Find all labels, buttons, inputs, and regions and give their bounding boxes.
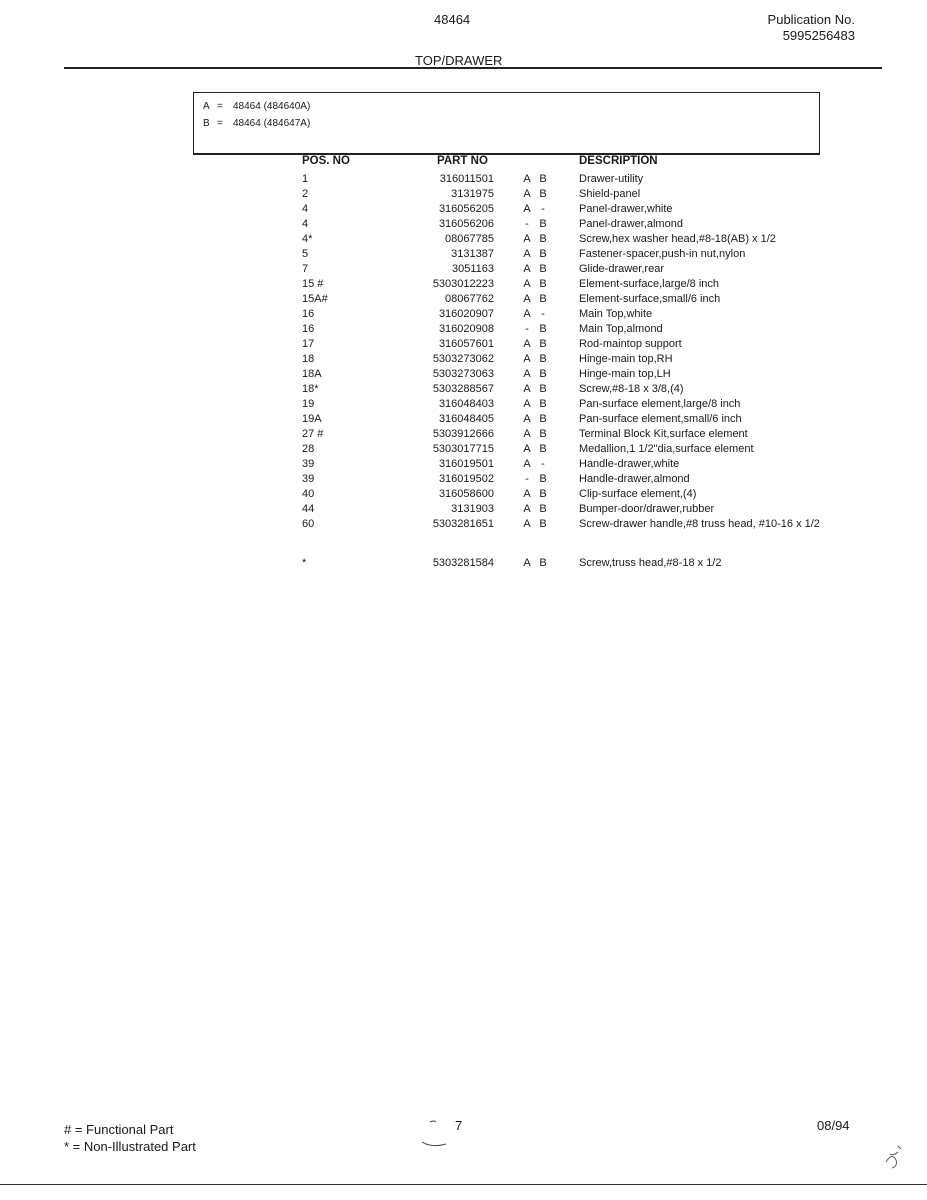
part-description: Element-surface,small/6 inch xyxy=(579,293,721,305)
part-position: 39 xyxy=(302,458,315,470)
part-number: 316020907 xyxy=(438,308,494,320)
publication-block xyxy=(768,12,855,44)
part-number: 5303273063 xyxy=(432,368,494,380)
model-b-flag: B xyxy=(539,413,547,425)
publication-label: Publication No. xyxy=(767,12,855,27)
part-position: 18 xyxy=(302,353,315,365)
part-number: 5303288567 xyxy=(432,383,494,395)
part-number: 316056205 xyxy=(438,203,494,215)
part-position: 28 xyxy=(302,443,315,455)
part-description: Main Top,white xyxy=(579,308,653,320)
model-key-equals: = xyxy=(217,118,223,129)
column-header-pos: POS. NO xyxy=(302,155,350,167)
part-number: 5303017715 xyxy=(432,443,494,455)
part-row xyxy=(0,337,927,352)
model-b-flag: B xyxy=(539,518,547,530)
model-b-flag: B xyxy=(539,443,547,455)
part-number: 316057601 xyxy=(438,338,494,350)
part-row xyxy=(0,187,927,202)
part-number: 5303273062 xyxy=(432,353,494,365)
part-description: Handle-drawer,white xyxy=(579,458,680,470)
part-row xyxy=(0,382,927,397)
model-a-flag: A xyxy=(523,458,531,470)
part-number: 5303281651 xyxy=(432,518,494,530)
model-a-flag: A xyxy=(523,203,531,215)
part-number: 08067762 xyxy=(445,293,494,305)
model-a-flag: A xyxy=(523,557,531,569)
part-row xyxy=(0,202,927,217)
part-row xyxy=(0,277,927,292)
model-b-flag: B xyxy=(539,368,547,380)
model-key-value: 48464 (484640A) xyxy=(233,101,311,112)
model-a-flag: A xyxy=(523,518,531,530)
part-number: 316056206 xyxy=(438,218,494,230)
part-description: Screw-drawer handle,#8 truss head, #10-16 x 1/2 xyxy=(579,518,820,530)
part-number: 316058600 xyxy=(438,488,494,500)
model-b-flag: B xyxy=(539,338,547,350)
part-row xyxy=(0,442,927,457)
part-number: 316019502 xyxy=(438,473,494,485)
section-title: TOP/DRAWER xyxy=(415,53,503,68)
model-a-flag: A xyxy=(523,263,531,275)
page-scribble-mark xyxy=(416,1118,456,1154)
part-position: 15 # xyxy=(302,278,324,290)
publication-number: 5995256483 xyxy=(782,28,855,43)
part-description: Fastener-spacer,push-in nut,nylon xyxy=(579,248,746,260)
part-number: 3051163 xyxy=(451,263,494,275)
part-description: Terminal Block Kit,surface element xyxy=(579,428,748,440)
model-a-flag: A xyxy=(523,188,531,200)
model-key-a xyxy=(203,101,310,112)
model-b-flag: - xyxy=(541,458,545,470)
part-description: Clip-surface element,(4) xyxy=(579,488,697,500)
part-position: 18* xyxy=(302,383,319,395)
model-key-box xyxy=(193,92,820,155)
part-position: 1 xyxy=(302,173,309,185)
model-a-flag: A xyxy=(523,353,531,365)
part-description: Shield-panel xyxy=(579,188,641,200)
part-position: 17 xyxy=(302,338,315,350)
model-b-flag: B xyxy=(539,353,547,365)
parts-list xyxy=(0,172,927,571)
model-b-flag: B xyxy=(539,278,547,290)
part-position: 2 xyxy=(302,188,309,200)
model-b-flag: B xyxy=(539,428,547,440)
part-description: Screw,truss head,#8-18 x 1/2 xyxy=(579,557,722,569)
part-description: Drawer-utility xyxy=(579,173,644,185)
part-row xyxy=(0,247,927,262)
model-b-flag: B xyxy=(539,218,547,230)
column-header-description: DESCRIPTION xyxy=(579,155,658,167)
model-a-flag: A xyxy=(523,488,531,500)
part-number: 3131975 xyxy=(451,188,494,200)
model-b-flag: B xyxy=(539,503,547,515)
model-key-letter: A xyxy=(203,101,210,112)
part-description: Pan-surface element,small/6 inch xyxy=(579,413,742,425)
part-description: Hinge-main top,RH xyxy=(579,353,673,365)
part-description: Glide-drawer,rear xyxy=(579,263,664,275)
model-b-flag: B xyxy=(539,293,547,305)
part-position: 19A xyxy=(302,413,322,425)
part-position: 40 xyxy=(302,488,315,500)
model-b-flag: - xyxy=(541,308,545,320)
part-number: 3131387 xyxy=(451,248,494,260)
model-a-flag: A xyxy=(523,233,531,245)
model-b-flag: B xyxy=(539,173,547,185)
part-position: 39 xyxy=(302,473,315,485)
part-position: 18A xyxy=(302,368,322,380)
part-row xyxy=(0,502,927,517)
model-a-flag: A xyxy=(523,413,531,425)
legend-functional: # = Functional Part xyxy=(64,1122,174,1137)
legend-non-illustrated: * = Non-Illustrated Part xyxy=(64,1139,196,1154)
part-number: 5303012223 xyxy=(432,278,494,290)
column-header-part: PART NO xyxy=(437,155,488,167)
model-a-flag: A xyxy=(523,173,531,185)
part-position: 16 xyxy=(302,308,315,320)
part-position: * xyxy=(302,557,307,569)
part-number: 08067785 xyxy=(445,233,494,245)
model-b-flag: B xyxy=(539,248,547,260)
model-key-value: 48464 (484647A) xyxy=(233,118,311,129)
part-row xyxy=(0,487,927,502)
model-b-flag: B xyxy=(539,188,547,200)
part-row xyxy=(0,397,927,412)
part-row xyxy=(0,367,927,382)
part-description: Element-surface,large/8 inch xyxy=(579,278,720,290)
part-row xyxy=(0,232,927,247)
part-description: Screw,hex washer head,#8-18(AB) x 1/2 xyxy=(579,233,776,245)
model-key-b xyxy=(203,118,310,129)
part-position: 5 xyxy=(302,248,309,260)
part-row xyxy=(0,412,927,427)
part-number: 316020908 xyxy=(438,323,494,335)
model-a-flag: - xyxy=(525,323,529,335)
part-row xyxy=(0,217,927,232)
part-row xyxy=(0,472,927,487)
part-description: Screw,#8-18 x 3/8,(4) xyxy=(579,383,684,395)
model-b-flag: B xyxy=(539,263,547,275)
part-row xyxy=(0,262,927,277)
model-a-flag: - xyxy=(525,218,529,230)
part-description: Pan-surface element,large/8 inch xyxy=(579,398,741,410)
model-a-flag: A xyxy=(523,308,531,320)
part-row xyxy=(0,352,927,367)
model-key-equals: = xyxy=(217,101,223,112)
part-number: 316011501 xyxy=(439,173,494,185)
model-b-flag: B xyxy=(539,233,547,245)
part-position: 27 # xyxy=(302,428,324,440)
model-a-flag: A xyxy=(523,443,531,455)
model-a-flag: A xyxy=(523,293,531,305)
part-row xyxy=(0,427,927,442)
model-a-flag: A xyxy=(523,248,531,260)
model-b-flag: B xyxy=(539,557,547,569)
model-a-flag: A xyxy=(523,368,531,380)
model-b-flag: B xyxy=(539,383,547,395)
part-row xyxy=(0,322,927,337)
model-a-flag: A xyxy=(523,398,531,410)
model-a-flag: A xyxy=(523,503,531,515)
part-row xyxy=(0,517,927,547)
corner-scribble-mark xyxy=(880,1140,910,1172)
part-position: 44 xyxy=(302,503,315,515)
part-number: 5303281584 xyxy=(432,557,494,569)
part-row xyxy=(0,556,927,571)
model-key-letter: B xyxy=(203,118,210,129)
part-row xyxy=(0,457,927,472)
part-description: Panel-drawer,white xyxy=(579,203,673,215)
revision-date: 08/94 xyxy=(817,1118,850,1133)
part-position: 15A# xyxy=(302,293,328,305)
part-row xyxy=(0,172,927,187)
model-b-flag: B xyxy=(539,398,547,410)
part-position: 4* xyxy=(302,233,313,245)
part-row xyxy=(0,307,927,322)
part-description: Main Top,almond xyxy=(579,323,663,335)
part-description: Rod-maintop support xyxy=(579,338,682,350)
part-description: Handle-drawer,almond xyxy=(579,473,690,485)
model-b-flag: B xyxy=(539,323,547,335)
part-number: 5303912666 xyxy=(432,428,494,440)
part-description: Panel-drawer,almond xyxy=(579,218,683,230)
page-number: 7 xyxy=(455,1118,463,1133)
part-position: 16 xyxy=(302,323,315,335)
model-a-flag: - xyxy=(525,473,529,485)
part-position: 4 xyxy=(302,203,309,215)
part-number: 3131903 xyxy=(451,503,494,515)
footer-rule xyxy=(0,1184,927,1185)
model-a-flag: A xyxy=(523,383,531,395)
model-a-flag: A xyxy=(523,278,531,290)
footer-legend xyxy=(64,1121,196,1155)
part-number: 316019501 xyxy=(438,458,494,470)
part-row xyxy=(0,292,927,307)
model-b-flag: - xyxy=(541,203,545,215)
model-a-flag: A xyxy=(523,428,531,440)
part-position: 19 xyxy=(302,398,315,410)
model-number: 48464 xyxy=(434,12,471,27)
part-description: Medallion,1 1/2"dia,surface element xyxy=(579,443,754,455)
part-description: Bumper-door/drawer,rubber xyxy=(579,503,715,515)
part-number: 316048403 xyxy=(438,398,494,410)
model-b-flag: B xyxy=(539,473,547,485)
model-a-flag: A xyxy=(523,338,531,350)
part-description: Hinge-main top,LH xyxy=(579,368,671,380)
model-b-flag: B xyxy=(539,488,547,500)
part-number: 316048405 xyxy=(438,413,494,425)
header-rule xyxy=(64,67,882,69)
part-position: 60 xyxy=(302,518,315,530)
part-position: 4 xyxy=(302,218,309,230)
part-position: 7 xyxy=(302,263,309,275)
